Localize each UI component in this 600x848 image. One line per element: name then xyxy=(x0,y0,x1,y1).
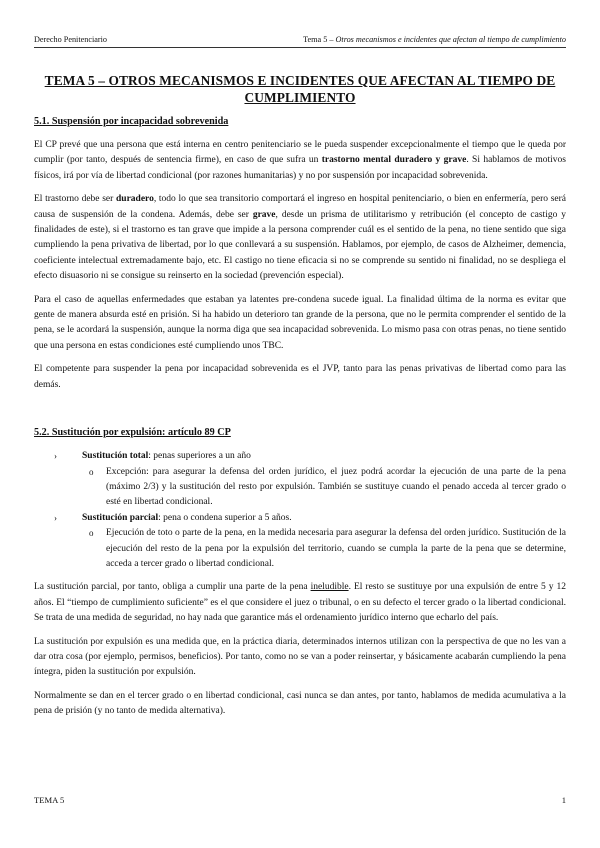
list-item xyxy=(34,449,566,511)
sub-list xyxy=(82,465,566,511)
bold-term: Sustitución total xyxy=(82,451,149,462)
text-run: , todo lo que sea transitorio comportará el ingreso en hospital penitenciario, o bien en enfermería, pero será causa de suspensión de la condena. Además, debe ser xyxy=(34,194,566,220)
document-title: TEMA 5 – OTROS MECANISMOS E INCIDENTES QUE AFECTAN AL TIEMPO DE CUMPLIMIENTO xyxy=(44,73,556,105)
text-run: El CP prevé que una persona que está interna en centro penitenciario se le pueda suspender excepcionalmente el tiempo que le queda por cumplir (por tanto, después de sentencia firme), en caso de que sufra un xyxy=(34,140,566,166)
footer-left-text: TEMA 5 xyxy=(34,795,65,805)
text-run: : penas superiores a un año xyxy=(148,451,251,462)
header-right-prefix: Tema 5 – xyxy=(303,35,336,44)
paragraph: Normalmente se dan en el tercer grado o en libertad condicional, casi nunca se dan antes, por tanto, hablamos de medida acumulativa a la pena de prisión (y no tanto de medida alternativa). xyxy=(34,690,566,717)
page-content xyxy=(34,64,566,720)
running-header xyxy=(34,35,566,48)
paragraph xyxy=(34,580,566,626)
bullet-arrow-icon: › xyxy=(54,451,57,462)
list-item xyxy=(34,511,566,573)
paragraph: Para el caso de aquellas enfermedades que estaban ya latentes pre-condena sucede igual. La finalidad última de la norma es evitar que gente de manera absurda esté en prisión. Si ha habido un deterioro tan grande de la persona, que no le permita comprender el sentido de la pena, se le acordará la suspensión, aunque la norma diga que sea incapacidad sobrevenida. Lo mismo pasa con otras penas, no tiene sentido que una persona en estas condiciones esté cumpliendo unos TBC. xyxy=(34,294,566,351)
text-run: Excepción: para asegurar la defensa del orden jurídico, el juez podrá acordar la ejecución de una parte de la pena (máximo 2/3) y la sustitución del resto por expulsión. También se sustituye cuando el penado acceda al tercer grado o esté en libertad condicional. xyxy=(106,466,566,508)
header-left-text: Derecho Penitenciario xyxy=(34,35,107,44)
paragraph: La sustitución por expulsión es una medida que, en la práctica diaria, determinados internos utilizan con la perspectiva de que no les van a dar otra cosa (por ejemplo, permisos, beneficios). Por tanto, como no se van a poder reinsertar, y básicamente acabarán cumpliendo la pena íntegra, piden la sustitución por expulsión. xyxy=(34,636,566,678)
bullet-arrow-icon: › xyxy=(54,512,57,523)
circle-bullet-icon: o xyxy=(89,466,94,477)
circle-bullet-icon: o xyxy=(89,528,94,539)
header-right-italic: Otros mecanismos e incidentes que afectan al tiempo de cumplimiento xyxy=(335,35,566,44)
text-run: Ejecución de toto o parte de la pena, en la medida necesaria para asegurar la defensa del orden jurídico. Sustitución de la ejecución del resto de la pena por la expulsión del territorio, cuando se cumpla la parte de la pena que se determine, acceda a tercer grado o libertad condicional. xyxy=(106,528,566,569)
bold-term: grave xyxy=(252,209,276,220)
underlined-term: ineludible xyxy=(310,582,349,593)
sub-list-item xyxy=(82,526,566,572)
text-run: : pena o condena superior a 5 años. xyxy=(158,512,292,523)
paragraph: El competente para suspender la pena por incapacidad sobrevenida es el JVP, tanto para las penas privativas de libertad como para las demás. xyxy=(34,364,566,390)
text-run: La sustitución parcial, por tanto, obliga a cumplir una parte de la pena xyxy=(34,582,311,593)
paragraph xyxy=(34,138,566,184)
bold-term: Sustitución parcial xyxy=(82,512,159,523)
header-right-text xyxy=(303,35,566,44)
page-number: 1 xyxy=(561,795,566,805)
section-heading-5-1: 5.1. Suspensión por incapacidad sobrevenida xyxy=(34,116,229,127)
text-run: , desde un prisma de utilitarismo y retribución (el concepto de castigo y finalidades de este), si el trastorno es tan grave que impide a la persona comprender cuál es el sentido de la pena, no tiene sentido que siga cumpliendo la pena privativa de libertad, por lo que conllevará a su suspensión. Hablamos, por ejemplo, de casos de Alzheimer, demencia, coeficiente intelectual extremadamente bajo, etc. El castigo no tiene eficacia si no se comprende su sentido ni finalidad, no se despliega el efecto disuasorio ni se consigue su reinserto en la sociedad (prevención especial). xyxy=(34,209,566,282)
text-run: . El resto se sustituye por una expulsión de entre 5 y 12 años. El “tiempo de cumplimiento suficiente” es el que considere el juez o tribunal, o en su defecto el tercer grado o la libertad condicional. Se trata de una medida de seguridad, no hay nada que garantice más el ordenamiento jurídico interno que echarlo del país. xyxy=(34,582,566,624)
bold-term: duradero xyxy=(116,194,154,205)
sub-list xyxy=(82,526,566,572)
paragraph xyxy=(34,192,566,284)
running-footer xyxy=(34,795,566,805)
text-run: . Si hablamos de motivos físicos, irá por vía de libertad condicional (por razones humanitarias) y no por suspensión por incapacidad sobrevenida. xyxy=(34,155,566,181)
bold-term: trastorno mental duradero y grave xyxy=(321,155,467,166)
text-run: El trastorno debe ser xyxy=(34,194,116,205)
section-heading-5-2: 5.2. Sustitución por expulsión: artículo 89 CP xyxy=(34,427,231,439)
sub-list-item xyxy=(82,465,566,511)
section-spacer xyxy=(34,393,566,417)
bullet-list xyxy=(34,449,566,572)
